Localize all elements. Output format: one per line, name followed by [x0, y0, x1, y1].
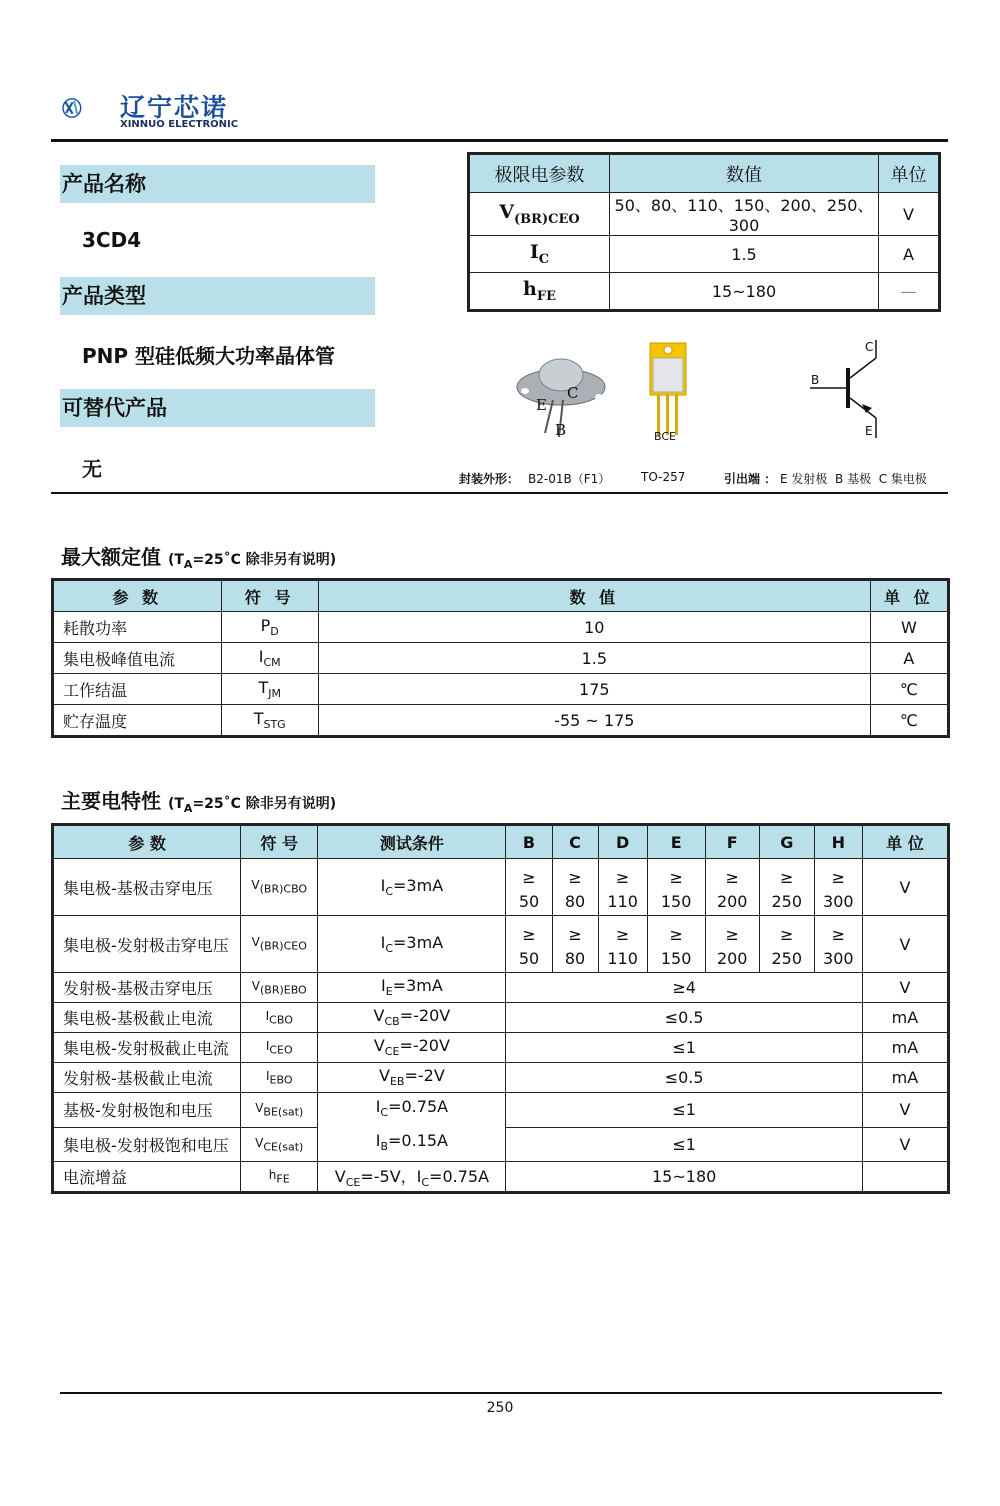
max-unit: A	[870, 643, 948, 674]
symbol-pin-e: E	[865, 424, 873, 438]
ele-param: 基极-发射极饱和电压	[53, 1093, 241, 1128]
table-row	[53, 973, 949, 1003]
ele-value: ≥4	[506, 973, 862, 1003]
package-caption-to257: TO-257	[641, 470, 686, 484]
ele-grade-value: ≥ 300	[814, 916, 862, 973]
table-row	[53, 1003, 949, 1033]
ele-header-grade: C	[552, 825, 598, 859]
ele-unit	[862, 1162, 948, 1193]
table-row	[53, 916, 949, 973]
ele-value: ≤0.5	[506, 1003, 862, 1033]
ele-grade-value: ≥ 50	[506, 916, 552, 973]
ele-unit: mA	[862, 1033, 948, 1063]
max-header-symbol: 符 号	[221, 580, 318, 612]
max-value: 175	[318, 674, 870, 705]
ele-grade-value: ≥ 80	[552, 859, 598, 916]
limit-parameters-table	[467, 152, 941, 312]
ele-grade-value: ≥ 80	[552, 916, 598, 973]
max-param: 工作结温	[53, 674, 222, 705]
to257-pin-labels: BCE	[654, 430, 676, 443]
alternative-product-value: 无	[82, 457, 102, 481]
ele-value: ≤1	[506, 1127, 862, 1162]
table-row	[53, 859, 949, 916]
limit-unit: V	[879, 193, 940, 236]
ele-unit: V	[862, 1093, 948, 1128]
ele-header-unit: 单 位	[862, 825, 948, 859]
max-param: 贮存温度	[53, 705, 222, 737]
max-value: 1.5	[318, 643, 870, 674]
product-name-value: 3CD4	[82, 228, 142, 252]
ele-param: 集电极-基极击穿电压	[53, 859, 241, 916]
header-divider	[51, 139, 948, 142]
page-number: 250	[486, 1400, 514, 1416]
limit-value: 1.5	[610, 236, 879, 273]
ele-header-grade: G	[759, 825, 814, 859]
ele-unit: V	[862, 1127, 948, 1162]
ele-symbol: $V_{CE(sat)}$	[241, 1127, 318, 1162]
max-value: -55 ~ 175	[318, 705, 870, 737]
max-symbol: $T_{STG}$	[221, 705, 318, 737]
product-name-label: 产品名称	[60, 165, 375, 203]
ele-value: ≤0.5	[506, 1063, 862, 1093]
ele-header-grade: H	[814, 825, 862, 859]
ele-condition: $I_C=3mA$	[318, 859, 506, 916]
table-row	[469, 273, 940, 311]
ele-grade-value: ≥ 300	[814, 859, 862, 916]
limit-unit: A	[879, 236, 940, 273]
ele-symbol: $I_{CEO}$	[241, 1033, 318, 1063]
electrical-title: 主要电特性 ($T_A=25˚C$ 除非另有说明)	[61, 789, 337, 815]
table-row	[469, 193, 940, 236]
max-header-value: 数 值	[318, 580, 870, 612]
limit-symbol: $h_{FE}$	[469, 273, 610, 311]
table-row	[53, 643, 949, 674]
to257-package-drawing	[646, 340, 690, 435]
max-unit: W	[870, 612, 948, 643]
ele-grade-value: ≥ 110	[598, 916, 647, 973]
ele-header-grade: B	[506, 825, 552, 859]
ele-grade-value: ≥ 250	[759, 859, 814, 916]
pin-out-description: E 发射极 B 基极 C 集电极	[780, 472, 927, 486]
ele-param: 集电极-发射极截止电流	[53, 1033, 241, 1063]
limit-symbol: $V_{(BR)CEO}$	[469, 193, 610, 236]
limit-header-unit: 单位	[879, 154, 940, 193]
ele-grade-value: ≥ 200	[705, 916, 759, 973]
ele-condition: $I_E=3mA$	[318, 973, 506, 1003]
ele-header-param: 参 数	[53, 825, 241, 859]
ele-condition: $I_C=3mA$	[318, 916, 506, 973]
ele-header-grade: E	[647, 825, 705, 859]
ele-unit: V	[862, 859, 948, 916]
max-param: 耗散功率	[53, 612, 222, 643]
max-header-unit: 单 位	[870, 580, 948, 612]
ele-header-grade: F	[705, 825, 759, 859]
max-unit: ℃	[870, 674, 948, 705]
alternative-product-label: 可替代产品	[60, 389, 375, 427]
max-value: 10	[318, 612, 870, 643]
ele-param: 发射极-基极截止电流	[53, 1063, 241, 1093]
ele-condition: $V_{CB}=-20V$	[318, 1003, 506, 1033]
table-row	[53, 674, 949, 705]
limit-value: 15~180	[610, 273, 879, 311]
ele-header-grade: D	[598, 825, 647, 859]
ele-header-symbol: 符 号	[241, 825, 318, 859]
ele-symbol: $I_{EBO}$	[241, 1063, 318, 1093]
max-ratings-table	[51, 578, 950, 738]
table-row	[53, 1093, 949, 1128]
section-divider	[51, 492, 948, 494]
limit-header-value: 数值	[610, 154, 879, 193]
table-row	[469, 236, 940, 273]
table-row	[53, 1063, 949, 1093]
symbol-pin-c: C	[865, 340, 874, 354]
ele-param: 集电极-发射极击穿电压	[53, 916, 241, 973]
ele-condition: $V_{EB}=-2V$	[318, 1063, 506, 1093]
max-ratings-title: 最大额定值 ($T_A=25˚C$ 除非另有说明)	[61, 545, 337, 571]
ele-condition: $I_C=0.75A$ $I_B=0.15A$	[318, 1093, 506, 1162]
package-caption-label: 封装外形：	[459, 472, 520, 486]
max-symbol: $P_D$	[221, 612, 318, 643]
ele-grade-value: ≥ 200	[705, 859, 759, 916]
table-row	[53, 1033, 949, 1063]
pnp-transistor-symbol-icon	[810, 340, 885, 440]
ele-unit: mA	[862, 1063, 948, 1093]
ele-symbol: $I_{CBO}$	[241, 1003, 318, 1033]
max-header-param: 参 数	[53, 580, 222, 612]
pin-out-label: 引出端 ：	[724, 472, 777, 486]
limit-header-param: 极限电参数	[469, 154, 610, 193]
limit-value: 50、80、110、150、200、250、300	[610, 193, 879, 236]
ele-unit: V	[862, 916, 948, 973]
b2-pin-c: C	[567, 384, 579, 402]
ele-grade-value: ≥ 250	[759, 916, 814, 973]
ele-param: 电流增益	[53, 1162, 241, 1193]
ele-grade-value: ≥ 150	[647, 916, 705, 973]
product-type-value: PNP 型硅低频大功率晶体管	[82, 344, 336, 368]
b2-pin-b: B	[555, 421, 567, 439]
ele-condition: $V_{CE}=-20V$	[318, 1033, 506, 1063]
ele-unit: V	[862, 973, 948, 1003]
max-unit: ℃	[870, 705, 948, 737]
product-type-label: 产品类型	[60, 277, 375, 315]
brand-name-en: XINNUO ELECTRONIC	[120, 119, 239, 130]
b2-pin-e: E	[536, 396, 547, 414]
ele-grade-value: ≥ 110	[598, 859, 647, 916]
ele-grade-value: ≥ 150	[647, 859, 705, 916]
max-param: 集电极峰值电流	[53, 643, 222, 674]
ele-symbol: $V_{(BR)CBO}$	[241, 859, 318, 916]
ele-symbol: $h_{FE}$	[241, 1162, 318, 1193]
ele-value: ≤1	[506, 1093, 862, 1128]
symbol-pin-b: B	[811, 373, 820, 387]
ele-value: 15~180	[506, 1162, 862, 1193]
ele-condition: $V_{CE}=-5V$，$I_C=0.75A$	[318, 1162, 506, 1193]
package-caption-b2: B2-01B（F1）	[528, 472, 611, 486]
ele-header-condition: 测试条件	[318, 825, 506, 859]
ele-symbol: $V_{BE(sat)}$	[241, 1093, 318, 1128]
table-row	[53, 1162, 949, 1193]
brand-name-cn: 辽宁芯诺	[120, 93, 229, 122]
limit-symbol: $I_C$	[469, 236, 610, 273]
ele-grade-value: ≥ 50	[506, 859, 552, 916]
ele-param: 集电极-发射极饱和电压	[53, 1127, 241, 1162]
ele-symbol: $V_{(BR)CEO}$	[241, 916, 318, 973]
ele-param: 发射极-基极击穿电压	[53, 973, 241, 1003]
limit-unit: —	[879, 273, 940, 311]
footer-divider	[60, 1392, 942, 1394]
ele-param: 集电极-基极截止电流	[53, 1003, 241, 1033]
max-symbol: $T_{JM}$	[221, 674, 318, 705]
max-symbol: $I_{CM}$	[221, 643, 318, 674]
ele-value: ≤1	[506, 1033, 862, 1063]
electrical-characteristics-table	[51, 823, 950, 1194]
ele-symbol: $V_{(BR)EBO}$	[241, 973, 318, 1003]
table-row	[53, 612, 949, 643]
xinnuo-logo-icon	[62, 78, 122, 138]
table-row	[53, 705, 949, 737]
ele-unit: mA	[862, 1003, 948, 1033]
